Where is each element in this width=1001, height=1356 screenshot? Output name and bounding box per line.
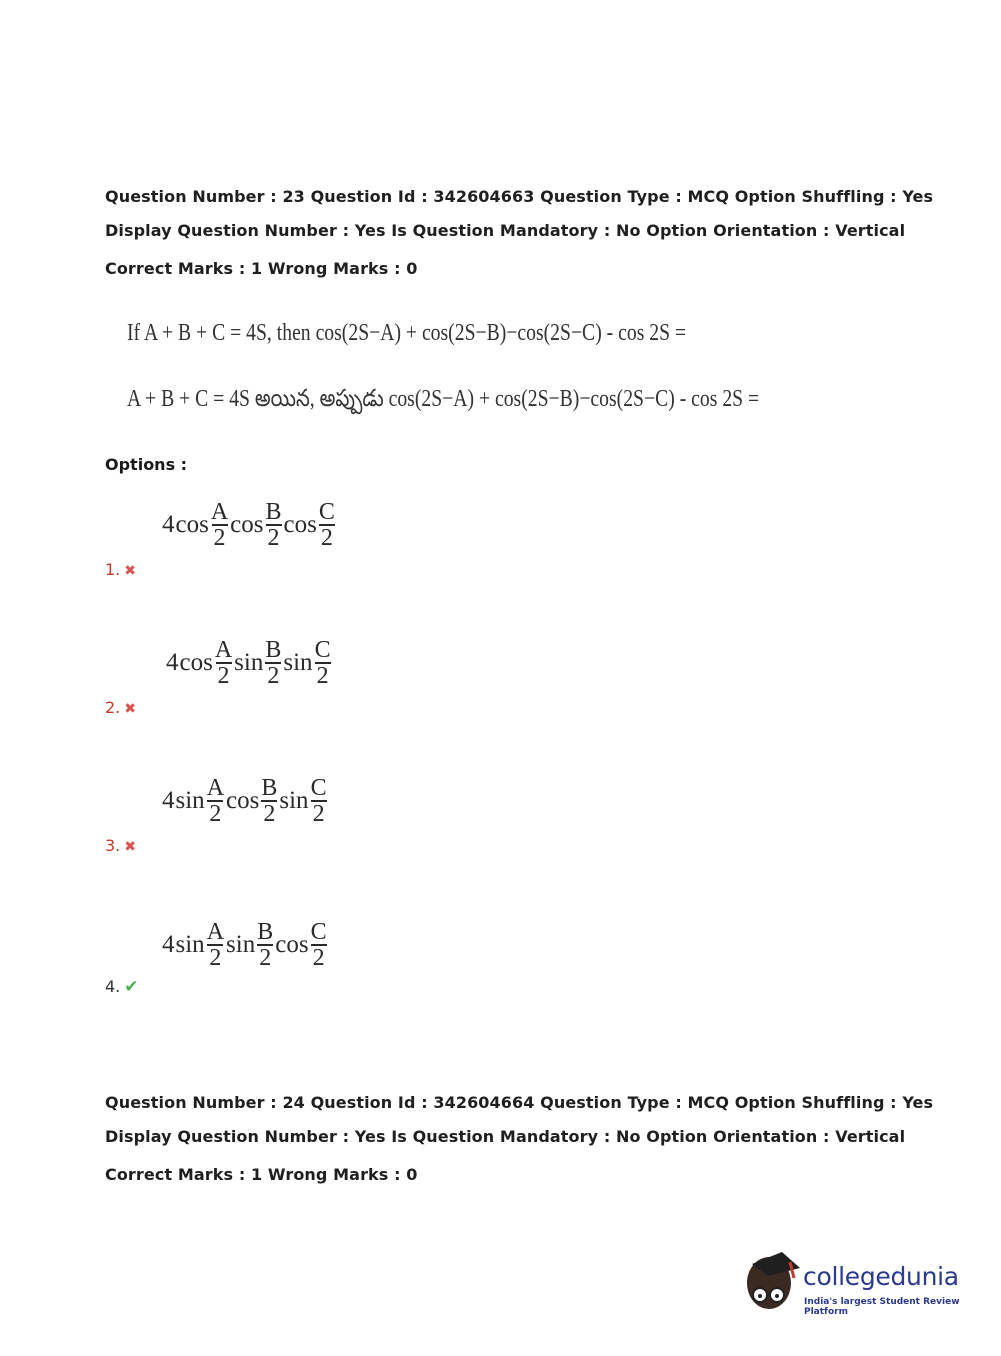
fraction-c: [311, 920, 327, 970]
option-3-formula: [162, 776, 328, 826]
numerator: B: [257, 919, 274, 945]
fraction-b: [266, 500, 282, 550]
function-1: cos: [175, 511, 209, 538]
fraction-b: [261, 776, 277, 826]
option-3-number: [105, 836, 136, 855]
option-number-label: 3.: [105, 836, 121, 855]
wrong-icon: ✖: [124, 701, 136, 717]
denominator: 2: [209, 801, 222, 827]
denominator: 2: [320, 525, 333, 551]
denominator: 2: [209, 945, 222, 971]
denominator: 2: [213, 525, 226, 551]
function-2: sin: [234, 649, 264, 676]
option-number-label: 2.: [105, 698, 121, 717]
numerator: C: [314, 637, 331, 663]
wrong-icon: ✖: [124, 563, 136, 579]
denominator: 2: [263, 801, 276, 827]
function-2: sin: [226, 931, 256, 958]
numerator: A: [210, 499, 229, 525]
function-1: cos: [179, 649, 213, 676]
fraction-a: [207, 776, 224, 826]
fraction-a: [207, 920, 224, 970]
numerator: C: [318, 499, 335, 525]
fraction-b: [265, 638, 281, 688]
option-4-formula: [162, 920, 328, 970]
numerator: B: [261, 775, 278, 801]
option-1-formula: [162, 500, 336, 550]
fraction-c: [315, 638, 331, 688]
function-3: cos: [283, 511, 317, 538]
q23-meta-line2: Display Question Number : Yes Is Question Mandatory : No Option Orientation : Vertical: [105, 221, 906, 240]
numerator: A: [206, 775, 225, 801]
question-text-telugu: A + B + C = 4S అయిన, అప్పుడు cos(2S−A) + cos(2S−B)−cos(2S−C) - cos 2S =: [127, 386, 760, 412]
option-2-number: [105, 698, 136, 717]
option-number-label: 4.: [105, 977, 121, 996]
numerator: A: [214, 637, 233, 663]
denominator: 2: [217, 663, 230, 689]
function-1: sin: [175, 931, 205, 958]
logo-tagline: India's largest Student Review Platform: [804, 1297, 960, 1317]
coefficient: 4: [162, 931, 175, 958]
option-4-number: [105, 977, 139, 997]
numerator: A: [206, 919, 225, 945]
fraction-c: [311, 776, 327, 826]
check-icon: ✔: [124, 977, 139, 997]
coefficient: 4: [162, 787, 175, 814]
option-2-formula: [166, 638, 332, 688]
denominator: 2: [316, 663, 329, 689]
function-1: sin: [175, 787, 205, 814]
q24-meta-line1: Question Number : 24 Question Id : 342604664 Question Type : MCQ Option Shuffling : Yes: [105, 1093, 934, 1112]
fraction-a: [211, 500, 228, 550]
q23-meta-line3: Correct Marks : 1 Wrong Marks : 0: [105, 259, 418, 278]
numerator: B: [265, 637, 282, 663]
q24-meta-line2: Display Question Number : Yes Is Question Mandatory : No Option Orientation : Vertical: [105, 1127, 906, 1146]
denominator: 2: [312, 801, 325, 827]
q24-meta-line3: Correct Marks : 1 Wrong Marks : 0: [105, 1165, 418, 1184]
function-2: cos: [226, 787, 260, 814]
coefficient: 4: [166, 649, 179, 676]
wrong-icon: ✖: [124, 839, 136, 855]
denominator: 2: [259, 945, 272, 971]
denominator: 2: [267, 663, 280, 689]
numerator: C: [310, 919, 327, 945]
options-label: Options :: [105, 455, 188, 474]
fraction-a: [215, 638, 232, 688]
denominator: 2: [267, 525, 280, 551]
logo-wordmark: collegedunia: [803, 1262, 959, 1291]
option-1-number: [105, 560, 136, 579]
function-3: sin: [279, 787, 309, 814]
numerator: C: [310, 775, 327, 801]
fraction-b: [257, 920, 273, 970]
option-number-label: 1.: [105, 560, 121, 579]
denominator: 2: [312, 945, 325, 971]
q23-meta-line1: Question Number : 23 Question Id : 342604663 Question Type : MCQ Option Shuffling : Yes: [105, 187, 934, 206]
function-2: cos: [230, 511, 264, 538]
function-3: cos: [275, 931, 309, 958]
question-text-english: If A + B + C = 4S, then cos(2S−A) + cos(2S−B)−cos(2S−C) - cos 2S =: [127, 320, 687, 346]
numerator: B: [265, 499, 282, 525]
coefficient: 4: [162, 511, 175, 538]
function-3: sin: [283, 649, 313, 676]
fraction-c: [319, 500, 335, 550]
